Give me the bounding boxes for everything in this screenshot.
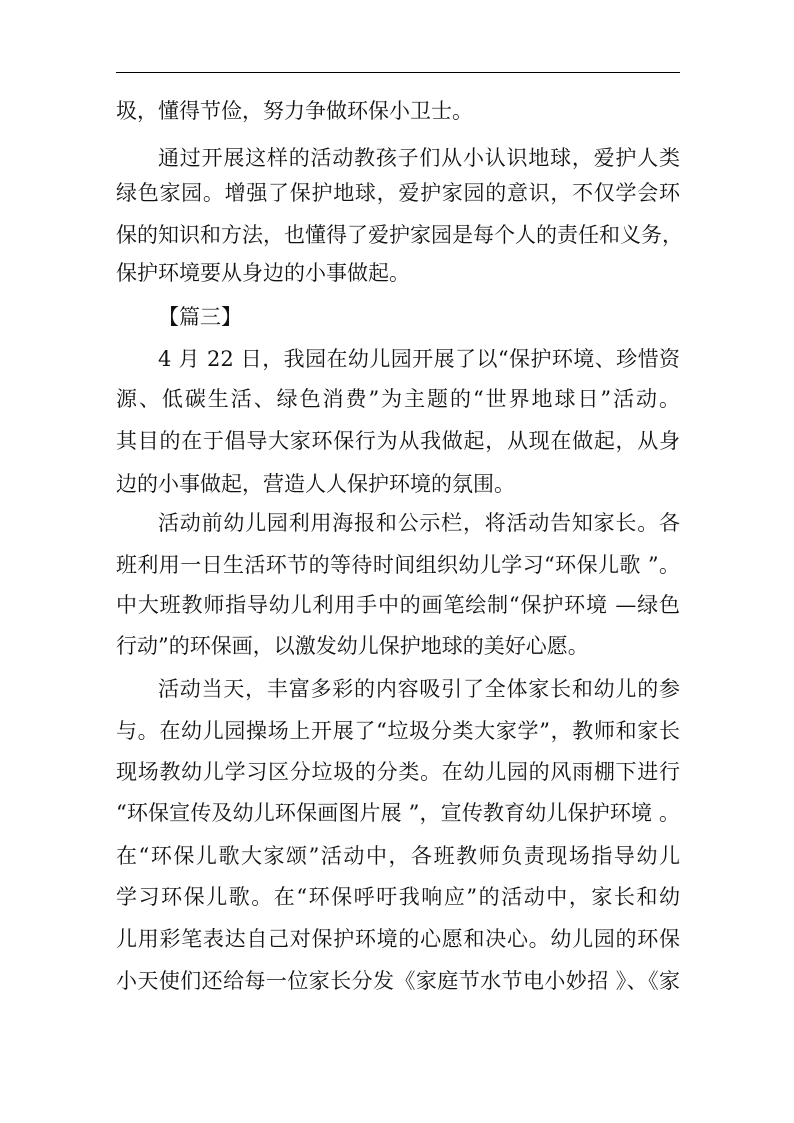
text-line: 圾，懂得节俭，努力争做环保小卫士。 [116,99,473,123]
text-line: 保护环境要从身边的小事做起。 [116,261,410,285]
text-line: 活动前幼儿园利用海报和公示栏，将活动告知家长。各 [158,511,680,535]
text-line: 学习环保儿歌。在“环保呼吁我响应”的活动中，家长和幼 [116,885,680,909]
text-line: 与。在幼儿园操场上开展了“垃圾分类大家学”，教师和家长 [116,719,680,743]
text-line: 现场教幼儿学习区分垃圾的分类。在幼儿园的风雨棚下进行 [116,760,680,784]
text-line: 边的小事做起，营造人人保护环境的氛围。 [116,472,515,496]
text-line: 保的知识和方法，也懂得了爱护家园是每个人的责任和义务， [116,223,683,247]
text-line: 儿用彩笔表达自己对保护环境的心愿和决心。幼儿园的环保 [116,927,680,951]
text-line: 中大班教师指导幼儿利用手中的画笔绘制“保护环境 —绿色 [116,593,680,617]
text-line: 4 月 22 日，我园在幼儿园开展了以“保护环境、珍惜资 [158,347,680,371]
text-line: 行动”的环保画，以激发幼儿保护地球的美好心愿。 [116,634,589,658]
text-line: 绿色家园。增强了保护地球，爱护家园的意识，不仅学会环 [116,181,680,205]
text-line: 源、低碳生活、绿色消费”为主题的“世界地球日”活动。 [116,387,680,411]
text-line: 班利用一日生活环节的等待时间组织幼儿学习“环保儿歌 ”。 [116,553,680,577]
text-line: 通过开展这样的活动教孩子们从小认识地球，爱护人类 [158,146,680,170]
header-rule [116,72,680,73]
text-line: 其目的在于倡导大家环保行为从我做起，从现在做起，从身 [116,429,680,453]
section-heading: 【篇三】 [158,305,242,329]
text-line: “环保宣传及幼儿环保画图片展 ”，宣传教育幼儿保护环境 。 [116,801,680,825]
text-line: 在“环保儿歌大家颂”活动中，各班教师负责现场指导幼儿 [116,844,680,868]
text-line: 小天使们还给每一位家长分发《家庭节水节电小妙招 》、《家 [116,969,680,993]
text-line: 活动当天，丰富多彩的内容吸引了全体家长和幼儿的参 [158,677,680,701]
